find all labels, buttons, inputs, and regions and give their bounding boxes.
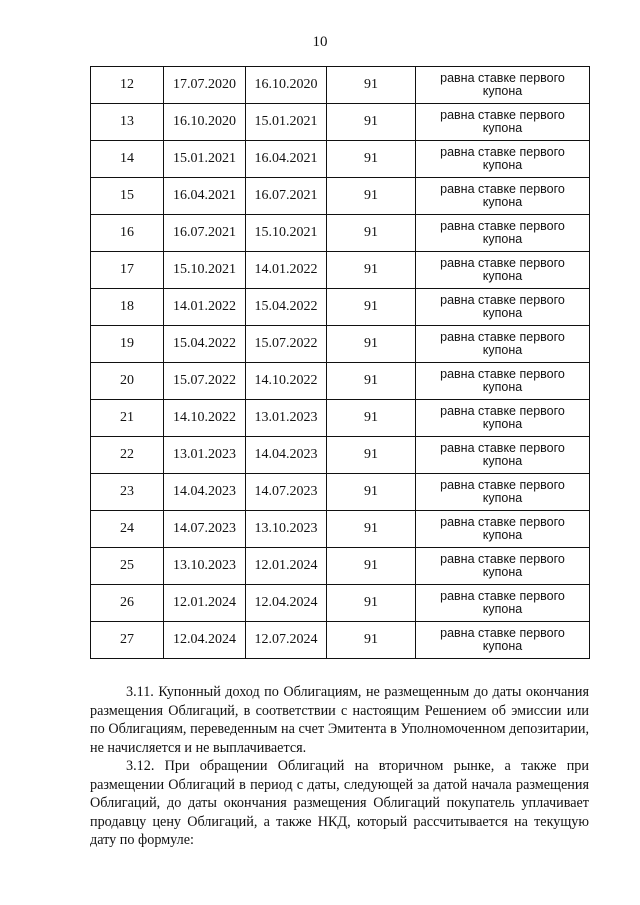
coupon-number-cell: 17	[91, 252, 164, 289]
coupon-number-cell: 18	[91, 289, 164, 326]
table-row	[91, 474, 590, 511]
coupon-rate-cell	[416, 178, 590, 215]
coupon-rate-cell	[416, 363, 590, 400]
end-date-cell: 12.04.2024	[246, 585, 327, 622]
start-date-cell: 17.07.2020	[164, 67, 246, 104]
duration-days-cell: 91	[327, 178, 416, 215]
end-date-cell: 15.04.2022	[246, 289, 327, 326]
coupon-rate-line: купона	[482, 121, 523, 135]
duration-days-cell: 91	[327, 622, 416, 659]
coupon-rate-line: равна ставке первого	[440, 441, 565, 455]
table-row	[91, 548, 590, 585]
coupon-number-cell: 16	[91, 215, 164, 252]
coupon-rate-line: равна ставке первого	[440, 145, 565, 159]
coupon-number-cell: 25	[91, 548, 164, 585]
coupon-rate-line: купона	[482, 565, 523, 579]
coupon-rate-line: купона	[482, 269, 523, 283]
coupon-number-cell: 20	[91, 363, 164, 400]
start-date-cell: 14.07.2023	[164, 511, 246, 548]
duration-days-cell: 91	[327, 67, 416, 104]
end-date-cell: 12.01.2024	[246, 548, 327, 585]
coupon-rate-cell	[416, 67, 590, 104]
table-row	[91, 622, 590, 659]
duration-days-cell: 91	[327, 548, 416, 585]
end-date-cell: 14.01.2022	[246, 252, 327, 289]
coupon-number-cell: 19	[91, 326, 164, 363]
duration-days-cell: 91	[327, 363, 416, 400]
end-date-cell: 13.01.2023	[246, 400, 327, 437]
coupon-rate-cell	[416, 141, 590, 178]
coupon-rate-cell	[416, 400, 590, 437]
coupon-rate-line: купона	[482, 639, 523, 653]
duration-days-cell: 91	[327, 215, 416, 252]
coupon-rate-line: равна ставке первого	[440, 478, 565, 492]
table-row	[91, 252, 590, 289]
start-date-cell: 16.10.2020	[164, 104, 246, 141]
duration-days-cell: 91	[327, 141, 416, 178]
coupon-rate-cell	[416, 289, 590, 326]
duration-days-cell: 91	[327, 104, 416, 141]
duration-days-cell: 91	[327, 289, 416, 326]
table-row	[91, 511, 590, 548]
coupon-rate-line: равна ставке первого	[440, 330, 565, 344]
table-row	[91, 215, 590, 252]
coupon-rate-line: равна ставке первого	[440, 182, 565, 196]
coupon-number-cell: 24	[91, 511, 164, 548]
coupon-number-cell: 26	[91, 585, 164, 622]
coupon-rate-line: купона	[482, 158, 523, 172]
start-date-cell: 15.07.2022	[164, 363, 246, 400]
table-row	[91, 437, 590, 474]
coupon-rate-line: равна ставке первого	[440, 404, 565, 418]
table-row	[91, 141, 590, 178]
end-date-cell: 13.10.2023	[246, 511, 327, 548]
end-date-cell: 14.04.2023	[246, 437, 327, 474]
coupon-rate-line: равна ставке первого	[440, 367, 565, 381]
coupon-rate-line: купона	[482, 343, 523, 357]
coupon-rate-cell	[416, 622, 590, 659]
start-date-cell: 15.01.2021	[164, 141, 246, 178]
table-row	[91, 326, 590, 363]
coupon-number-cell: 21	[91, 400, 164, 437]
coupon-rate-line: купона	[482, 195, 523, 209]
table-row	[91, 289, 590, 326]
coupon-rate-line: равна ставке первого	[440, 71, 565, 85]
end-date-cell: 15.10.2021	[246, 215, 327, 252]
end-date-cell: 16.07.2021	[246, 178, 327, 215]
start-date-cell: 16.04.2021	[164, 178, 246, 215]
start-date-cell: 15.10.2021	[164, 252, 246, 289]
coupon-rate-line: купона	[482, 454, 523, 468]
duration-days-cell: 91	[327, 400, 416, 437]
end-date-cell: 16.04.2021	[246, 141, 327, 178]
coupon-number-cell: 14	[91, 141, 164, 178]
coupon-rate-cell	[416, 252, 590, 289]
coupon-number-cell: 12	[91, 67, 164, 104]
coupon-rate-line: равна ставке первого	[440, 552, 565, 566]
coupon-rate-line: равна ставке первого	[440, 589, 565, 603]
coupon-number-cell: 15	[91, 178, 164, 215]
coupon-rate-cell	[416, 437, 590, 474]
end-date-cell: 15.01.2021	[246, 104, 327, 141]
coupon-rate-line: купона	[482, 84, 523, 98]
duration-days-cell: 91	[327, 585, 416, 622]
coupon-rate-line: равна ставке первого	[440, 219, 565, 233]
duration-days-cell: 91	[327, 326, 416, 363]
duration-days-cell: 91	[327, 252, 416, 289]
coupon-rate-cell	[416, 474, 590, 511]
start-date-cell: 16.07.2021	[164, 215, 246, 252]
coupon-rate-line: купона	[482, 232, 523, 246]
paragraph-3-11: 3.11. Купонный доход по Облигациям, не размещенным до даты окончания размещения Облигаций, в соответствии с настоящим Решением об эмиссии или по Облигациям, переведенным на счет Эмитента в Уполномоченном депозитарии, не начисляется и не выплачивается.	[90, 684, 589, 756]
coupon-rate-cell	[416, 215, 590, 252]
end-date-cell: 16.10.2020	[246, 67, 327, 104]
table-row	[91, 585, 590, 622]
start-date-cell: 12.01.2024	[164, 585, 246, 622]
paragraph-3-12: 3.12. При обращении Облигаций на вторичном рынке, а также при размещении Облигаций в период с даты, следующей за датой начала размещения Облигаций, до даты окончания размещения Облигаций покупатель уплачивает продавцу цену Облигаций, а также НКД, который рассчитывается на текущую дату по формуле:	[90, 758, 589, 849]
coupon-rate-line: равна ставке первого	[440, 108, 565, 122]
start-date-cell: 13.10.2023	[164, 548, 246, 585]
duration-days-cell: 91	[327, 437, 416, 474]
coupon-rate-cell	[416, 511, 590, 548]
end-date-cell: 14.07.2023	[246, 474, 327, 511]
coupon-number-cell: 22	[91, 437, 164, 474]
coupon-rate-cell	[416, 585, 590, 622]
end-date-cell: 12.07.2024	[246, 622, 327, 659]
duration-days-cell: 91	[327, 511, 416, 548]
coupon-rate-line: купона	[482, 380, 523, 394]
table-row	[91, 400, 590, 437]
end-date-cell: 15.07.2022	[246, 326, 327, 363]
start-date-cell: 14.01.2022	[164, 289, 246, 326]
coupon-rate-cell	[416, 104, 590, 141]
coupon-rate-line: купона	[482, 417, 523, 431]
table-row	[91, 363, 590, 400]
coupon-number-cell: 23	[91, 474, 164, 511]
coupon-rate-line: равна ставке первого	[440, 256, 565, 270]
coupon-rate-line: равна ставке первого	[440, 515, 565, 529]
start-date-cell: 15.04.2022	[164, 326, 246, 363]
coupon-rate-line: купона	[482, 602, 523, 616]
start-date-cell: 12.04.2024	[164, 622, 246, 659]
table-row	[91, 178, 590, 215]
coupon-rate-line: равна ставке первого	[440, 626, 565, 640]
table-row	[91, 67, 590, 104]
coupon-rate-line: равна ставке первого	[440, 293, 565, 307]
coupon-rate-line: купона	[482, 528, 523, 542]
start-date-cell: 13.01.2023	[164, 437, 246, 474]
coupon-rate-line: купона	[482, 491, 523, 505]
coupon-number-cell: 27	[91, 622, 164, 659]
page-number: 10	[312, 34, 328, 50]
start-date-cell: 14.04.2023	[164, 474, 246, 511]
table-row	[91, 104, 590, 141]
coupon-rate-cell	[416, 326, 590, 363]
start-date-cell: 14.10.2022	[164, 400, 246, 437]
coupon-rate-cell	[416, 548, 590, 585]
duration-days-cell: 91	[327, 474, 416, 511]
coupon-schedule-table	[90, 66, 590, 659]
end-date-cell: 14.10.2022	[246, 363, 327, 400]
coupon-number-cell: 13	[91, 104, 164, 141]
coupon-rate-line: купона	[482, 306, 523, 320]
